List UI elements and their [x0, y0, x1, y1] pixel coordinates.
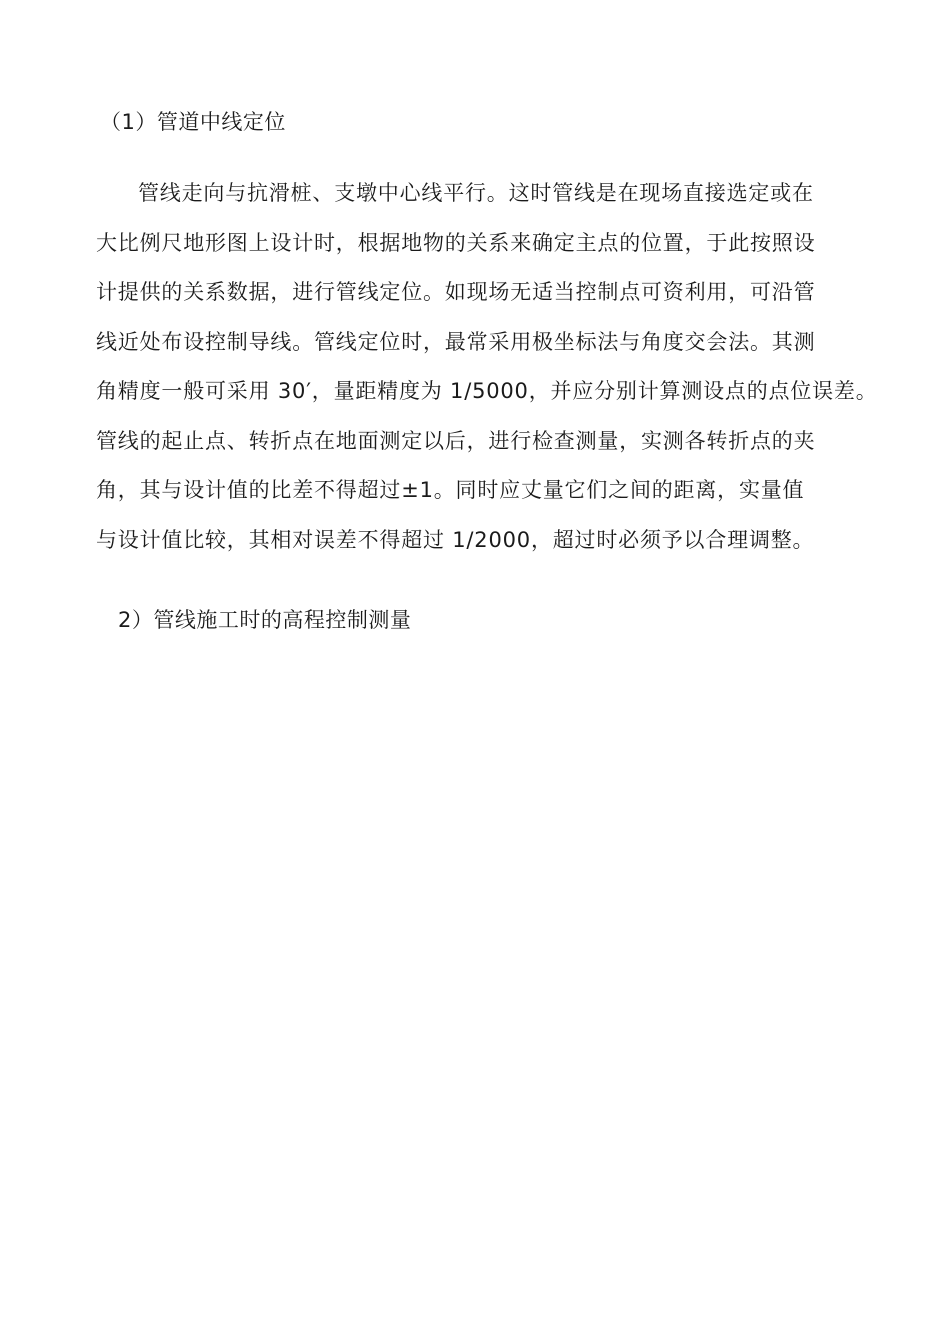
paragraph-line: 与设计值比较，其相对误差不得超过 1/2000，超过时必须予以合理调整。 [96, 527, 815, 552]
paragraph-line: 线近处布设控制导线。管线定位时，最常采用极坐标法与角度交会法。其测 [96, 329, 816, 354]
paragraph-line: 计提供的关系数据，进行管线定位。如现场无适当控制点可资利用，可沿管 [96, 280, 816, 304]
body-paragraph [96, 178, 878, 574]
paragraph-line: 角精度一般可采用 30′，量距精度为 1/5000，并应分别计算测设点的点位误差。 [96, 379, 878, 403]
paragraph-line: 管线走向与抗滑桩、支墩中心线平行。这时管线是在现场直接选定或在 [138, 181, 814, 205]
section-heading-2: 2）管线施工时的高程控制测量 [118, 608, 412, 632]
paragraph-line: 大比例尺地形图上设计时，根据地物的关系来确定主点的位置，于此按照设 [96, 230, 816, 255]
paragraph-line: 角，其与设计值的比差不得超过±1。同时应丈量它们之间的距离，实量值 [96, 478, 805, 502]
section-heading-1: （1）管道中线定位 [100, 110, 286, 134]
paragraph-line: 管线的起止点、转折点在地面测定以后，进行检查测量，实测各转折点的夹 [96, 428, 816, 453]
